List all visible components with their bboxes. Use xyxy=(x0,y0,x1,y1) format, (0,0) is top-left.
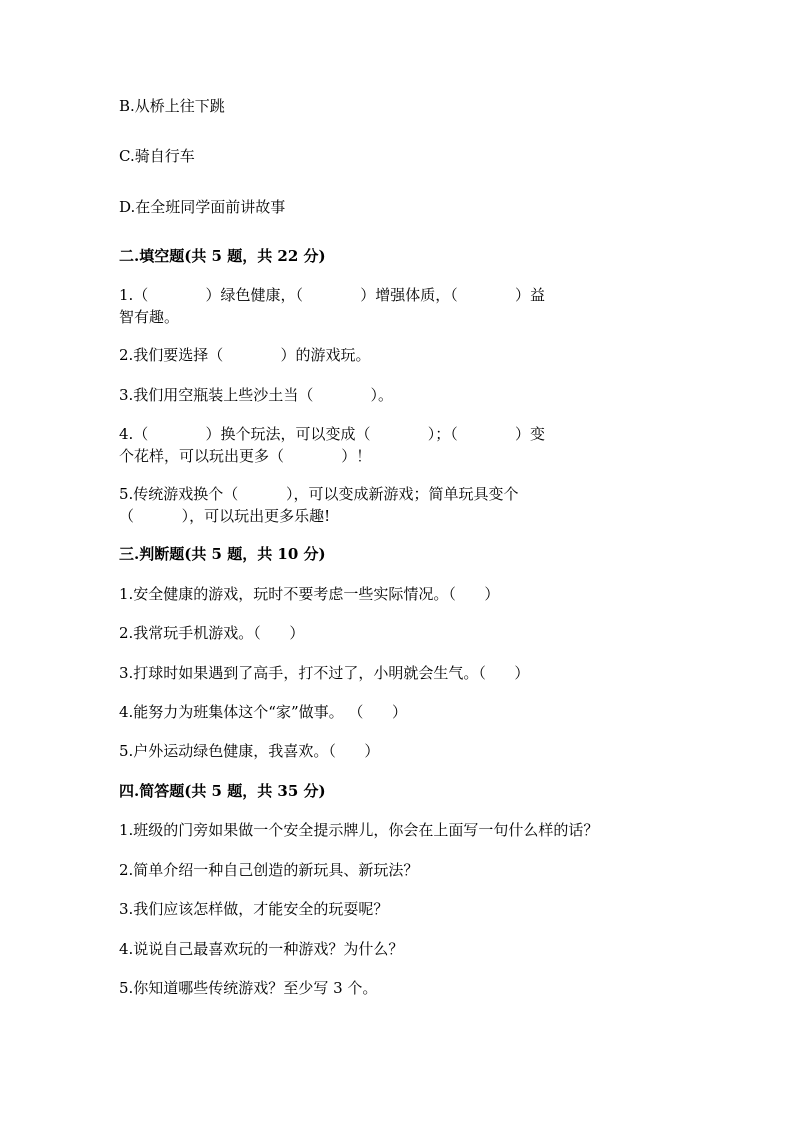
fill-q5-line2: （ ），可以玩出更多乐趣! xyxy=(119,507,331,525)
fill-q1-line1: 1.（ ）绿色健康，（ ）增强体质，（ ）益 xyxy=(119,286,545,304)
short-q1: 1.班级的门旁如果做一个安全提示牌儿，你会在上面写一句什么样的话？ xyxy=(119,821,599,839)
short-q4: 4.说说自己最喜欢玩的一种游戏？为什么？ xyxy=(119,940,404,958)
section-short-answer-heading: 四.简答题(共 5 题，共 35 分) xyxy=(119,782,326,800)
fill-q5-line1: 5.传统游戏换个（ ），可以变成新游戏；简单玩具变个 xyxy=(119,485,519,503)
short-q3: 3.我们应该怎样做，才能安全的玩耍呢？ xyxy=(119,900,389,918)
short-q2: 2.简单介绍一种自己创造的新玩具、新玩法？ xyxy=(119,861,419,879)
judge-q1: 1.安全健康的游戏，玩时不要考虑一些实际情况。（ ） xyxy=(119,585,500,603)
fill-q1-line2: 智有趣。 xyxy=(119,308,180,326)
option-d: D.在全班同学面前讲故事 xyxy=(119,198,286,216)
judge-q5: 5.户外运动绿色健康，我喜欢。（ ） xyxy=(119,742,380,760)
section-fill-in-heading: 二.填空题(共 5 题，共 22 分) xyxy=(119,247,326,265)
fill-q3: 3.我们用空瓶装上些沙土当（ ）。 xyxy=(119,386,394,404)
judge-q3: 3.打球时如果遇到了高手，打不过了，小明就会生气。（ ） xyxy=(119,664,530,682)
fill-q4-line2: 个花样，可以玩出更多（ ）！ xyxy=(119,447,372,465)
fill-q4-line1: 4.（ ）换个玩法，可以变成（ ）；（ ）变 xyxy=(119,425,545,443)
section-judgment-heading: 三.判断题(共 5 题，共 10 分) xyxy=(119,545,326,563)
option-c: C.骑自行车 xyxy=(119,147,195,165)
fill-q2: 2.我们要选择（ ）的游戏玩。 xyxy=(119,346,371,364)
judge-q2: 2.我常玩手机游戏。（ ） xyxy=(119,624,305,642)
short-q5: 5.你知道哪些传统游戏？至少写 3 个。 xyxy=(119,979,378,997)
option-b: B.从桥上往下跳 xyxy=(119,97,225,115)
judge-q4: 4.能努力为班集体这个“家”做事。 （ ） xyxy=(119,703,408,721)
